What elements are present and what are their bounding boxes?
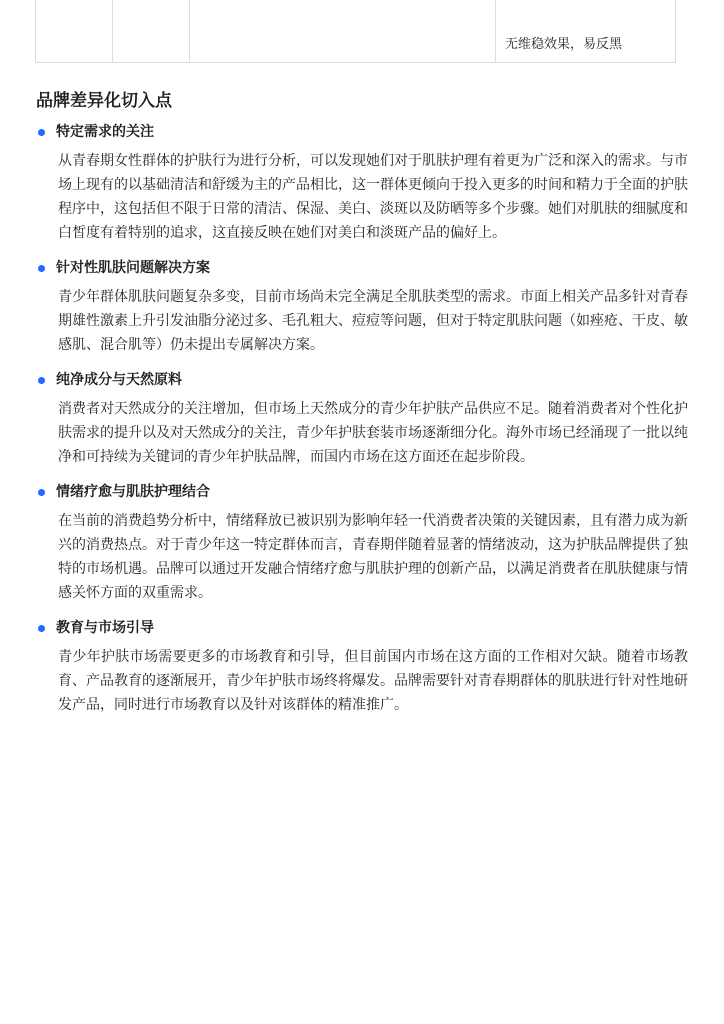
table-cell (36, 0, 113, 62)
list-item-header (36, 119, 688, 145)
list-item-header (36, 615, 688, 641)
table-cell-note: 无维稳效果，易反黑 (505, 37, 623, 52)
list-item-title: 纯净成分与天然原料 (56, 372, 182, 388)
list-item-header (36, 255, 688, 281)
table-cell (113, 0, 190, 62)
list-item-body: 从青春期女性群体的护肤行为进行分析，可以发现她们对于肌肤护理有着更为广泛和深入的需求。与市场上现有的以基础清洁和舒缓为主的产品相比，这一群体更倾向于投入更多的时间和精力于全面的护肤程序中，这包括但不限于日常的清洁、保湿、美白、淡斑以及防晒等多个步骤。她们对肌肤的细腻度和白皙度有着特别的追求，这直接反映在她们对美白和淡斑产品的偏好上。 (58, 153, 688, 241)
bullet-dot-icon (38, 129, 45, 136)
list-item-title: 特定需求的关注 (56, 124, 154, 140)
list-item (36, 119, 688, 245)
list-item (36, 615, 688, 717)
list-item-body: 青少年护肤市场需要更多的市场教育和引导，但目前国内市场在这方面的工作相对欠缺。随着市场教育、产品教育的逐渐展开，青少年护肤市场终将爆发。品牌需要针对青春期群体的肌肤进行针对性地研发产品，同时进行市场教育以及针对该群体的精准推广。 (58, 649, 688, 713)
list-item-header (36, 367, 688, 393)
bullet-dot-icon (38, 489, 45, 496)
list-item-body: 青少年群体肌肤问题复杂多变，目前市场尚未完全满足全肌肤类型的需求。市面上相关产品多针对青春期雄性激素上升引发油脂分泌过多、毛孔粗大、痘痘等问题，但对于特定肌肤问题（如痤疮、干皮、敏感肌、混合肌等）仍未提出专属解决方案。 (58, 289, 688, 353)
section-title: 品牌差异化切入点 (36, 91, 172, 111)
list-item-body: 在当前的消费趋势分析中，情绪释放已被识别为影响年轻一代消费者决策的关键因素，且有潜力成为新兴的消费热点。对于青少年这一特定群体而言，青春期伴随着显著的情绪波动，这为护肤品牌提供了独特的市场机遇。品牌可以通过开发融合情绪疗愈与肌肤护理的创新产品，以满足消费者在肌肤健康与情感关怀方面的双重需求。 (58, 513, 688, 601)
list-item-body: 消费者对天然成分的关注增加，但市场上天然成分的青少年护肤产品供应不足。随着消费者对个性化护肤需求的提升以及对天然成分的关注，青少年护肤套装市场逐渐细分化。海外市场已经涌现了一批以纯净和可持续为关键词的青少年护肤品牌，而国内市场在这方面还在起步阶段。 (58, 401, 688, 465)
list-item-title: 针对性肌肤问题解决方案 (56, 260, 210, 276)
bullet-dot-icon (38, 265, 45, 272)
bullet-dot-icon (38, 377, 45, 384)
list-item (36, 255, 688, 357)
bullet-dot-icon (38, 625, 45, 632)
table-cell (190, 0, 496, 62)
list-item (36, 479, 688, 605)
list-item-header (36, 479, 688, 505)
table-fragment (35, 0, 676, 63)
list-item-title: 教育与市场引导 (56, 620, 154, 636)
list-item-title: 情绪疗愈与肌肤护理结合 (56, 484, 210, 500)
list-item (36, 367, 688, 469)
differentiation-section (36, 88, 688, 727)
